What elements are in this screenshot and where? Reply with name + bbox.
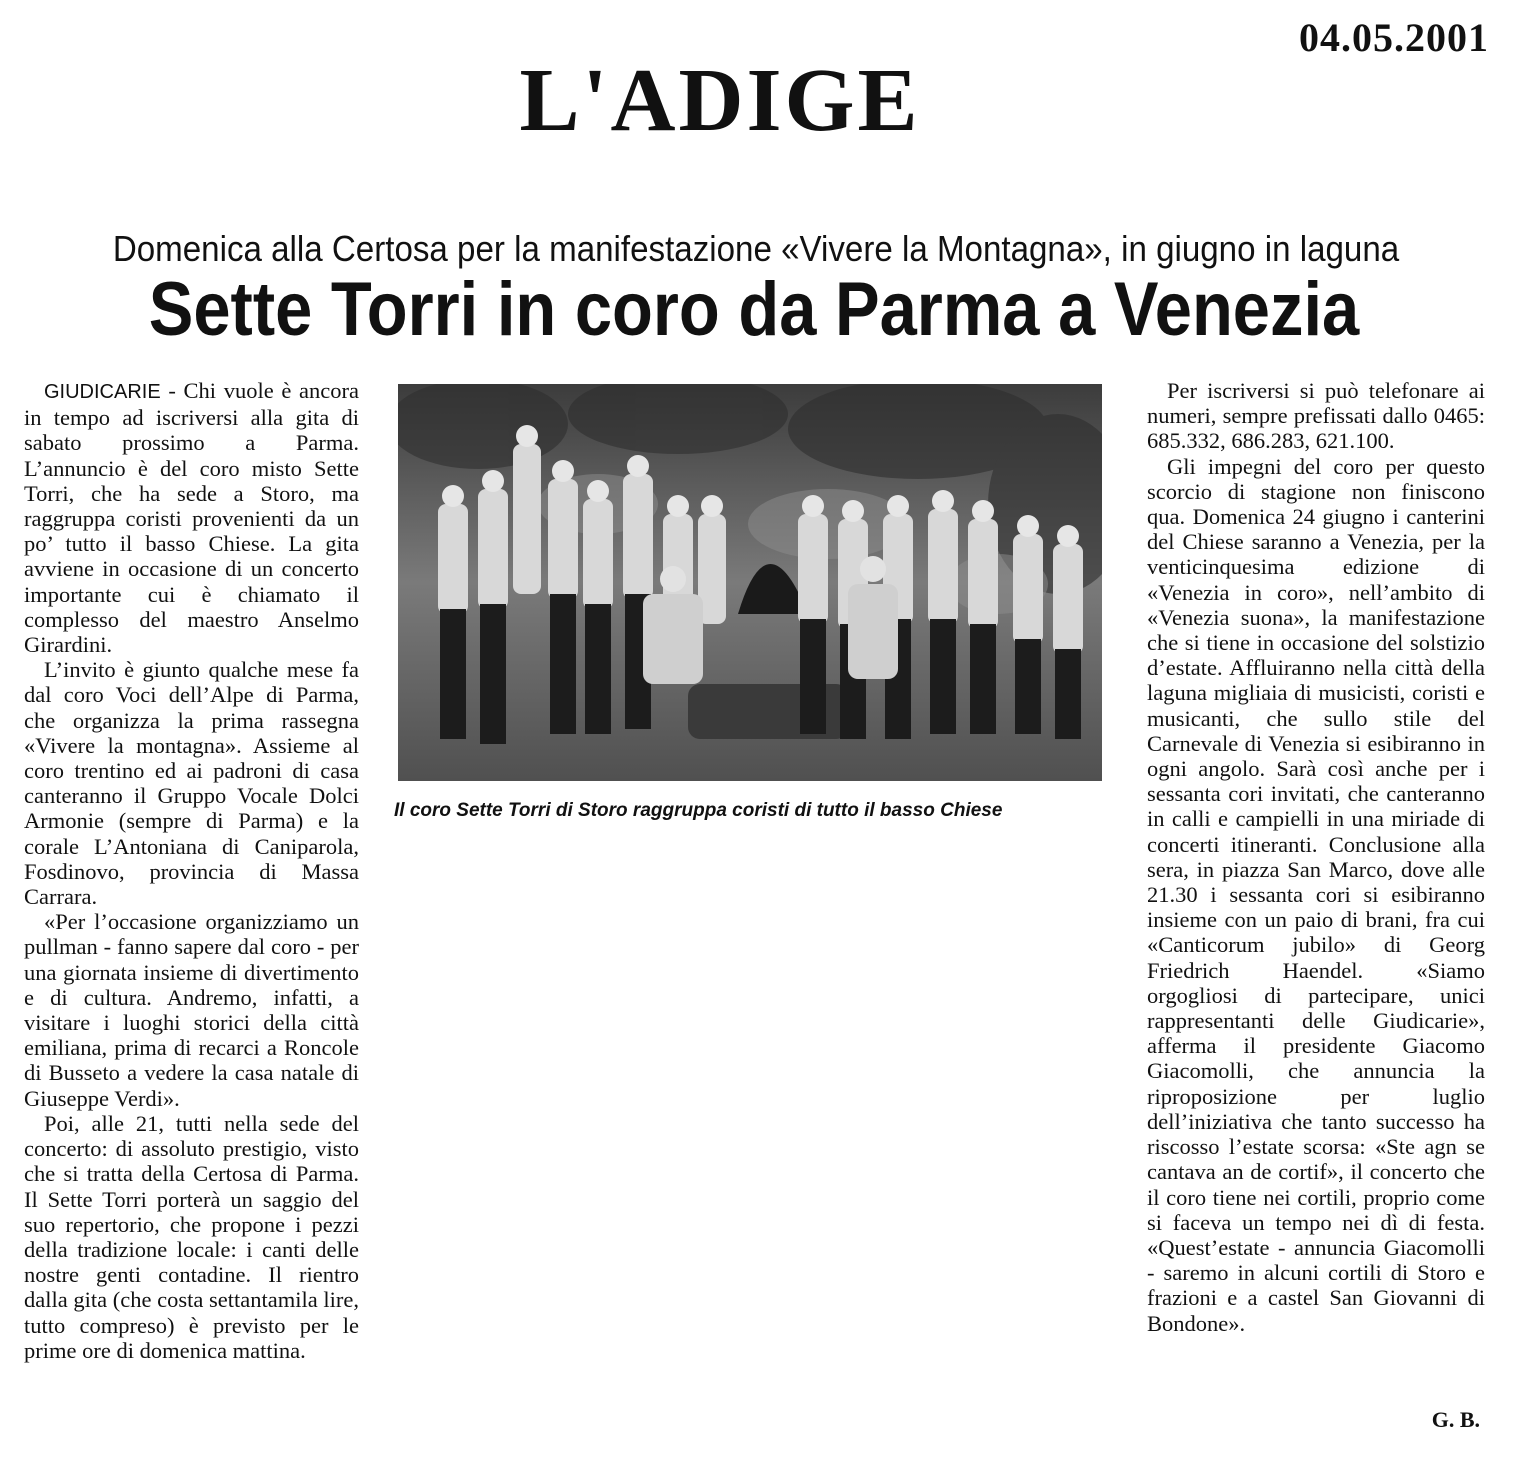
- dateline: GIUDICARIE: [44, 381, 161, 403]
- newspaper-masthead: L'ADIGE: [519, 51, 921, 150]
- left-column: [24, 378, 359, 1363]
- right-paragraph-1: Per iscriversi si può telefonare ai numeri, sempre prefissati dallo 0465: 685.332, 686.283, 621.100.: [1147, 378, 1485, 454]
- article-headline: Sette Torri in coro da Parma a Venezia: [148, 267, 1360, 352]
- left-paragraph-2: L’invito è giunto qualche mese fa dal coro Voci dell’Alpe di Parma, che organizza la prima rassegna «Vivere la montagna». Assieme al coro trentino ed ai padroni di casa canteranno il Gruppo Vocale Dolci Armonie (sempre di Parma) e la corale L’Antoniana di Caniparola, Fosdinovo, provincia di Massa Carrara.: [24, 657, 359, 910]
- right-column: [1147, 378, 1485, 1336]
- author-initials: G. B.: [1431, 1407, 1480, 1432]
- article-kicker: Domenica alla Certosa per la manifestazione «Vivere la Montagna», in giugno in laguna: [112, 228, 1400, 269]
- left-paragraph-1-text: - Chi vuole è ancora in tempo ad iscriversi alla gita di sabato prossimo a Parma. L’annuncio è del coro misto Sette Torri, che ha sede a Storo, ma raggruppa coristi provenienti da un po’ tutto il basso Chiese. La gita avviene in occasione di un concerto importante cui è chiamato il complesso del maestro Anselmo Girardini.: [24, 378, 359, 658]
- left-paragraph-1: [24, 378, 359, 657]
- choir-group-photo: [398, 384, 1102, 781]
- left-paragraph-4: Poi, alle 21, tutti nella sede del concerto: di assoluto prestigio, visto che si tratta della Certosa di Parma. Il Sette Torri porterà un saggio del suo repertorio, che propone i pezzi della tradizione locale: i canti delle nostre genti contadine. Il rientro dalla gita (che costa settantamila lire, tutto compreso) è previsto per le prime ore di domenica mattina.: [24, 1110, 359, 1363]
- left-paragraph-3: «Per l’occasione organizziamo un pullman - fanno sapere dal coro - per una giornata insieme di divertimento e di cultura. Andremo, infatti, a visitare i luoghi storici della città emiliana, prima di recarci a Roncole di Busseto a vedere la casa natale di Giuseppe Verdi».: [24, 909, 359, 1111]
- right-paragraph-2: Gli impegni del coro per questo scorcio di stagione non finiscono qua. Domenica 24 giugno i canterini del Chiese saranno a Venezia, per la venticinquesima edizione di «Venezia in coro», nell’ambito di «Venezia suona», la manifestazione che si tiene in occasione del solstizio d’estate. Affluiranno nella città della laguna migliaia di musicisti, coristi e musicanti, che sullo stile del Carnevale di Venezia si esibiranno in ogni angolo. Sarà così anche per i sessanta cori invitati, che canteranno in calli e campielli in una miriade di concerti itineranti. Conclusione alla sera, in piazza San Marco, dove alle 21.30 i sessanta cori si esibiranno insieme con un paio di brani, fra cui «Canticorum jubilo» di Georg Friedrich Haendel. «Siamo orgogliosi di partecipare, unici rappresentanti delle Giudicarie», afferma il presidente Giacomo Giacomolli, che annuncia la riproposizione per luglio dell’iniziativa che tanto successo ha riscosso l’estate scorsa: «Ste agn se cantava an de cortif», il concerto che il coro tiene nei cortili, proprio come si faceva un tempo nei dì di festa. «Quest’estate - annuncia Giacomolli - saremo in alcuni cortili di Storo e frazioni e a castel San Giovanni di Bondone».: [1147, 453, 1485, 1336]
- publication-date: 04.05.2001: [1299, 15, 1489, 60]
- choir-group-photo-illustration: [398, 384, 1102, 781]
- photo-caption: Il coro Sette Torri di Storo raggruppa coristi di tutto il basso Chiese: [394, 800, 1003, 821]
